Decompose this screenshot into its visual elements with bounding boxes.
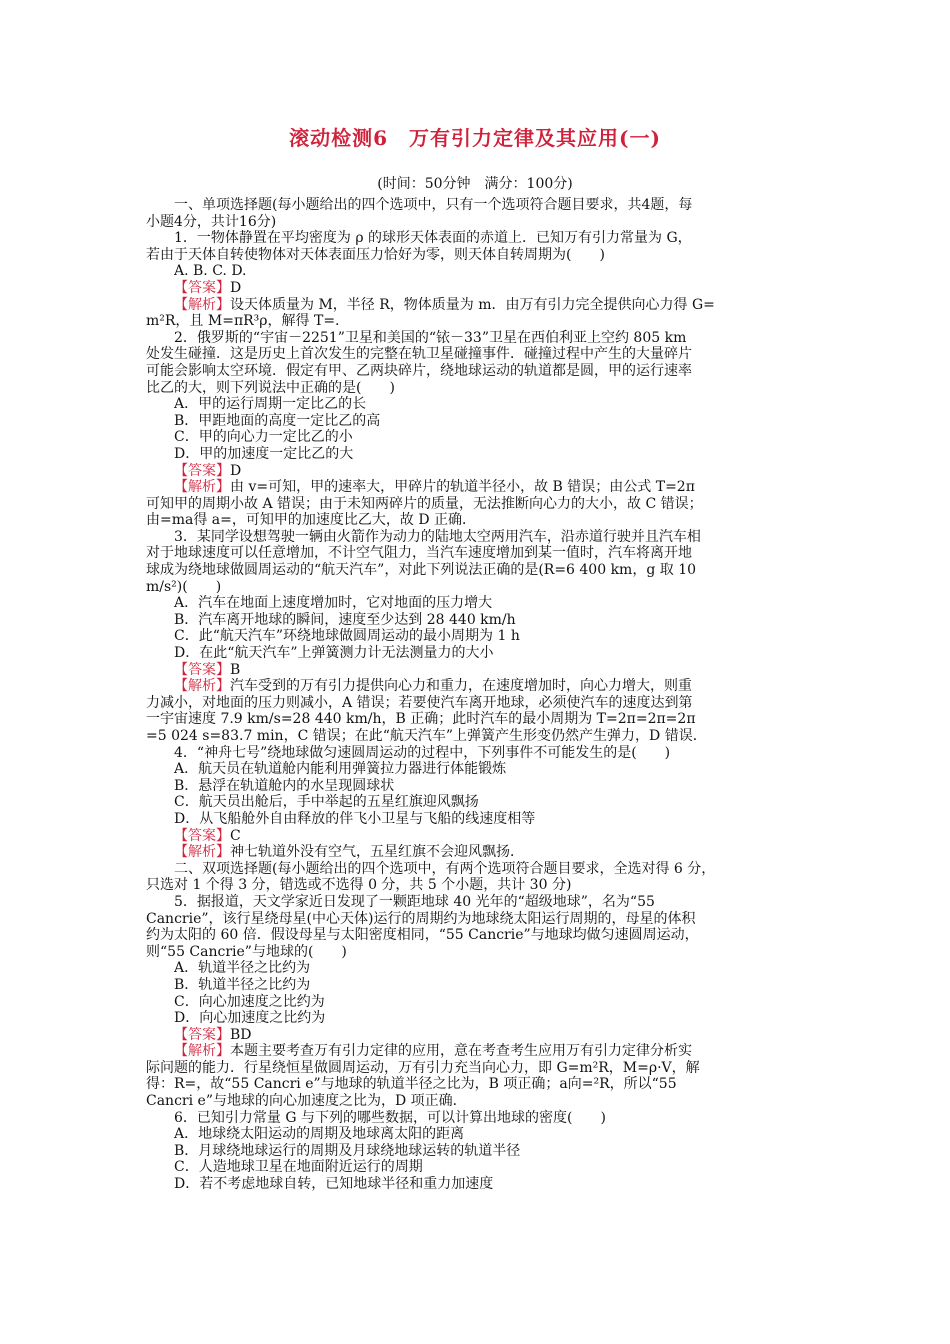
line-text: 汽车受到的万有引力提供向心力和重力，在速度增加时，向心力增大，则重 [230, 678, 692, 695]
line-text: 对于地球速度可以任意增加，不计空气阻力，当汽车速度增加到某一值时，汽车将离开地 [146, 545, 692, 562]
text-line [146, 1027, 808, 1044]
answer-tag: 【答案】 [174, 827, 230, 844]
text-line [146, 645, 808, 662]
line-text: 由 v=可知，甲的速率大，甲碎片的轨道半径小，故 B 错误；由公式 T=2π [230, 479, 695, 496]
line-text: 二、双项选择题(每小题给出的四个选项中，有两个选项符合题目要求，全选对得 6 分， [174, 860, 716, 877]
text-line [146, 960, 808, 977]
line-text: A．轨道半径之比约为 [174, 960, 311, 977]
text-line [146, 662, 808, 679]
text-line [146, 230, 808, 247]
text-line [146, 363, 808, 380]
text-line [146, 1076, 808, 1093]
answer-tag: 【解析】 [174, 479, 230, 496]
line-text: B．甲距地面的高度一定比乙的高 [174, 412, 381, 429]
answer-tag: 【解析】 [174, 678, 230, 695]
line-text: 3．某同学设想驾驶一辆由火箭作为动力的陆地太空两用汽车，沿赤道行驶并且汽车相 [174, 528, 701, 545]
text-line [146, 1176, 808, 1193]
line-text: 设天体质量为 M，半径 R，物体质量为 m．由万有引力完全提供向心力得 G= [230, 296, 715, 313]
answer-tag: 【答案】 [174, 279, 230, 296]
line-text: BD [230, 1026, 252, 1043]
text-line [146, 761, 808, 778]
text-line [146, 529, 808, 546]
line-text: 可能会影响太空环境．假定有甲、乙两块碎片，绕地球运动的轨道都是圆，甲的运行速率 [146, 362, 692, 379]
text-line [146, 861, 808, 878]
text-line [146, 263, 808, 280]
text-line [146, 1093, 808, 1110]
text-line [146, 1110, 808, 1127]
text-line [146, 844, 808, 861]
text-line [146, 977, 808, 994]
text-line [146, 828, 808, 845]
text-line [146, 197, 808, 214]
line-text: C．向心加速度之比约为 [174, 993, 325, 1010]
text-line [146, 463, 808, 480]
line-text: 处发生碰撞．这是历史上首次发生的完整在轨卫星碰撞事件．碰撞过程中产生的大量碎片 [146, 346, 692, 363]
line-text: 若由于天体自转使物体对天体表面压力恰好为零，则天体自转周期为( ) [146, 246, 605, 263]
line-text: 5．据报道，天文学家近日发现了一颗距地球 40 光年的“超级地球”，名为“55 [174, 893, 655, 910]
line-text: B．月球绕地球运行的周期及月球绕地球运转的轨道半径 [174, 1142, 521, 1159]
text-line [146, 927, 808, 944]
text-line [146, 562, 808, 579]
line-text: 2．俄罗斯的“宇宙－2251”卫星和美国的“铱－33”卫星在西伯利亚上空约 805 km [174, 329, 687, 346]
text-line [146, 911, 808, 928]
answer-tag: 【答案】 [174, 1026, 230, 1043]
text-line [146, 678, 808, 695]
line-text: C．人造地球卫星在地面附近运行的周期 [174, 1159, 423, 1176]
line-text: 本题主要考查万有引力定律的应用，意在考查考生应用万有引力定律分析实 [230, 1043, 692, 1060]
line-text: 力减小，对地面的压力则减小，A 错误；若要使汽车离开地球，必须使汽车的速度达到第 [146, 694, 693, 711]
line-text: C．此“航天汽车”环绕地球做圆周运动的最小周期为 1 h [174, 628, 520, 645]
text-line [146, 778, 808, 795]
line-text: A．甲的运行周期一定比乙的长 [174, 396, 367, 413]
text-line [146, 346, 808, 363]
line-text: 则“55 Cancrie”与地球的( ) [146, 943, 347, 960]
line-text: 得：R=，故“55 Cancri e”与地球的轨道半径之比为，B 项正确；a向=²R，所以“55 [146, 1076, 677, 1093]
line-text: D．在此“航天汽车”上弹簧测力计无法测量力的大小 [174, 645, 494, 662]
text-line [146, 479, 808, 496]
line-text: C．甲的向心力一定比乙的小 [174, 429, 353, 446]
text-line [146, 695, 808, 712]
line-text: Cancrie”，该行星绕母星(中心天体)运行的周期约为地球绕太阳运行周期的，母星的体积 [146, 910, 696, 927]
text-line [146, 297, 808, 314]
text-line [146, 280, 808, 297]
text-line [146, 1043, 808, 1060]
text-line [146, 380, 808, 397]
text-line [146, 579, 808, 596]
line-text: 比乙的大，则下列说法中正确的是( ) [146, 379, 395, 396]
line-text: D．从飞船舱外自由释放的伴飞小卫星与飞船的线速度相等 [174, 810, 536, 827]
line-text: 神七轨道外没有空气，五星红旗不会迎风飘扬． [230, 844, 524, 861]
answer-tag: 【解析】 [174, 844, 230, 861]
text-line [146, 413, 808, 430]
text-line [146, 1126, 808, 1143]
line-text: D [230, 279, 242, 296]
line-text: 只选对 1 个得 3 分，错选或不选得 0 分，共 5 个小题，共计 30 分) [146, 877, 572, 894]
document-body [146, 197, 808, 1193]
line-text: 由=ma得 a=，可知甲的加速度比乙大，故 D 正确． [146, 512, 477, 529]
line-text: A．航天员在轨道舱内能利用弹簧拉力器进行体能锻炼 [174, 761, 507, 778]
answer-tag: 【解析】 [174, 1043, 230, 1060]
line-text: m²R，且 M=πR³ρ，解得 T=. [146, 313, 340, 330]
line-text: C．航天员出舱后，手中举起的五星红旗迎风飘扬 [174, 794, 479, 811]
page-subtitle: (时间：50分钟 满分：100分) [377, 176, 573, 192]
answer-tag: 【答案】 [174, 462, 230, 479]
line-text: 一、单项选择题(每小题给出的四个选项中，只有一个选项符合题目要求，共4题，每 [174, 197, 693, 213]
line-text: 球成为绕地球做圆周运动的“航天汽车”，对此下列说法正确的是(R=6 400 km，g 取 10 [146, 562, 697, 579]
text-line [146, 512, 808, 529]
line-text: C [230, 827, 241, 844]
text-line [146, 612, 808, 629]
text-line [146, 1143, 808, 1160]
line-text: B．汽车离开地球的瞬间，速度至少达到 28 440 km/h [174, 611, 516, 628]
text-line [146, 711, 808, 728]
text-line [146, 1159, 808, 1176]
text-line [146, 545, 808, 562]
page-title: 滚动检测6 万有引力定律及其应用(一) [289, 126, 661, 150]
line-text: =5 024 s=83.7 min，C 错误；在此“航天汽车”上弹簧产生形变仍然产生弹力，D 错误． [146, 728, 707, 744]
line-text: D．若不考虑地球自转，已知地球半径和重力加速度 [174, 1176, 494, 1193]
line-text: 际问题的能力．行星绕恒星做圆周运动，万有引力充当向心力，即 G=m²R，M=ρ·V，解 [146, 1059, 700, 1076]
line-text: 4．“神舟七号”绕地球做匀速圆周运动的过程中，下列事件不可能发生的是( ) [174, 744, 671, 761]
text-line [146, 214, 808, 231]
answer-tag: 【答案】 [174, 661, 230, 678]
line-text: B [230, 661, 241, 678]
text-line [146, 811, 808, 828]
line-text: 一宇宙速度 7.9 km/s=28 440 km/h，B 正确；此时汽车的最小周期为 T=2π=2π=2π [146, 711, 696, 728]
text-line [146, 496, 808, 513]
line-text: A．地球绕太阳运动的周期及地球离太阳的距离 [174, 1126, 465, 1143]
line-text: A．汽车在地面上速度增加时，它对地面的压力增大 [174, 595, 493, 612]
text-line [146, 1060, 808, 1077]
text-line [146, 595, 808, 612]
line-text: 小题4分，共计16分) [146, 213, 277, 230]
text-line [146, 1010, 808, 1027]
line-text: B．轨道半径之比约为 [174, 976, 311, 993]
text-line [146, 894, 808, 911]
line-text: 6．已知引力常量 G 与下列的哪些数据，可以计算出地球的密度( ) [174, 1109, 606, 1126]
text-line [146, 396, 808, 413]
answer-tag: 【解析】 [174, 296, 230, 313]
text-line [146, 313, 808, 330]
text-line [146, 794, 808, 811]
text-line [146, 877, 808, 894]
line-text: D．甲的加速度一定比乙的大 [174, 445, 354, 462]
text-line [146, 330, 808, 347]
line-text: m/s²)( ) [146, 578, 222, 595]
line-text: 约为太阳的 60 倍．假设母星与太阳密度相同，“55 Cancrie”与地球均做匀速圆周运动， [146, 927, 699, 944]
text-line [146, 944, 808, 961]
line-text: Cancri e”与地球的向心加速度之比为，D 项正确． [146, 1093, 467, 1110]
text-line [146, 745, 808, 762]
text-line [146, 446, 808, 463]
text-line [146, 247, 808, 264]
text-line [146, 994, 808, 1011]
line-text: 可知甲的周期小故 A 错误；由于未知两碎片的质量，无法推断向心力的大小，故 C 错误； [146, 495, 703, 512]
line-text: 1．一物体静置在平均密度为 ρ 的球形天体表面的赤道上．已知万有引力常量为 G， [174, 230, 692, 247]
line-text: A. B. C. D. [174, 263, 247, 280]
line-text: D [230, 462, 242, 479]
line-text: B．悬浮在轨道舱内的水呈现圆球状 [174, 777, 395, 794]
text-line [146, 728, 808, 745]
text-line [146, 429, 808, 446]
text-line [146, 628, 808, 645]
line-text: D．向心加速度之比约为 [174, 1010, 326, 1027]
